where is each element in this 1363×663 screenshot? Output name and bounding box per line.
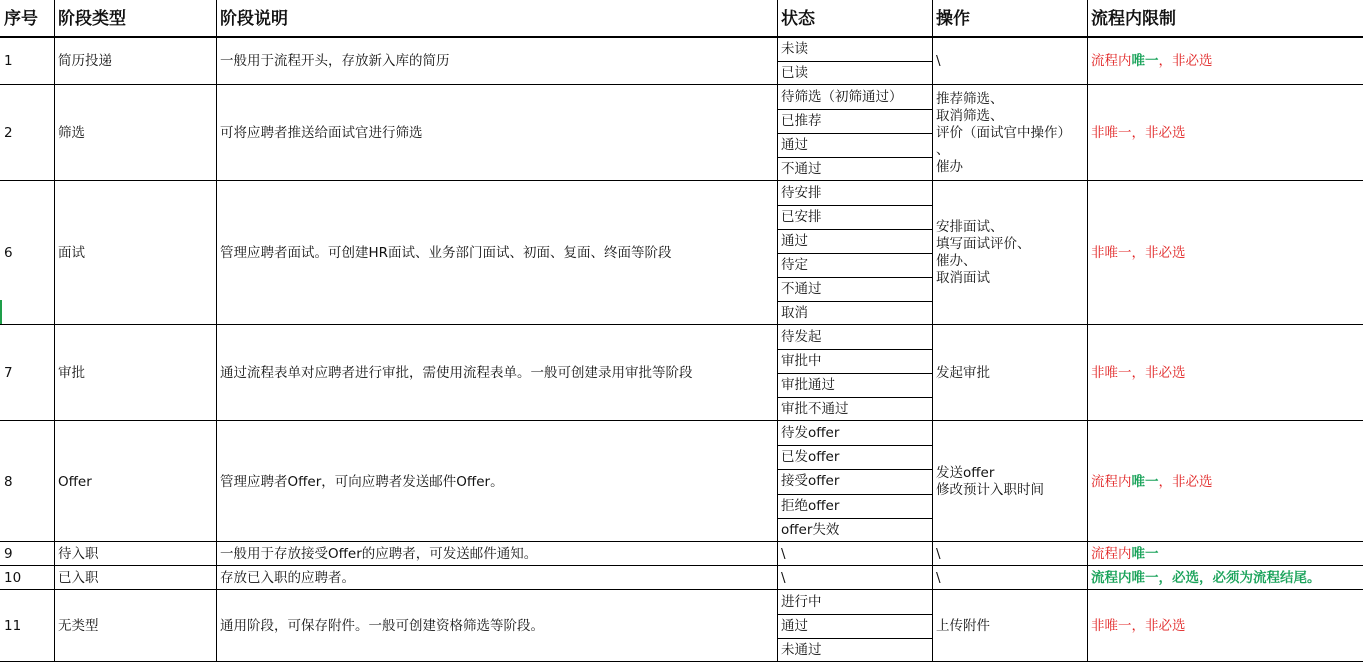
grid-line xyxy=(777,301,932,302)
limit-text: 非唯一，非必选 xyxy=(1091,365,1186,381)
status-cell: 已发offer xyxy=(781,449,840,466)
row-type-cell: 面试 xyxy=(58,245,85,261)
status-cell: 拒绝offer xyxy=(781,497,840,514)
row-action-cell xyxy=(932,325,1087,421)
header-status: 状态 xyxy=(781,8,815,29)
header-action: 操作 xyxy=(936,8,970,29)
row-seq-cell: 11 xyxy=(4,618,22,634)
status-cell: 接受offer xyxy=(781,473,840,490)
grid-line xyxy=(777,205,932,206)
row-action-cell xyxy=(932,566,1087,590)
row-action-cell xyxy=(932,85,1087,181)
status-cell: 不通过 xyxy=(781,161,822,177)
grid-line xyxy=(777,157,932,158)
action-line: 安排面试、 xyxy=(936,219,1004,235)
row-action-cell xyxy=(932,542,1087,566)
grid-line xyxy=(0,661,1363,662)
row-limit-cell xyxy=(1087,590,1363,662)
status-cell: 未读 xyxy=(781,41,808,57)
row-type-cell: 筛选 xyxy=(58,125,85,141)
status-cell: 通过 xyxy=(781,137,808,153)
row-type-cell: 已入职 xyxy=(58,570,99,586)
status-cell: 已安排 xyxy=(781,209,822,225)
status-cell: 通过 xyxy=(781,618,808,634)
limit-text: ，非必选 xyxy=(1158,473,1213,490)
action-line: 填写面试评价、 xyxy=(936,236,1031,252)
action-line: 、 xyxy=(936,141,950,158)
row-desc-cell: 一般用于流程开头，存放新入库的简历 xyxy=(220,53,450,69)
action-line: 发送offer xyxy=(936,464,995,481)
status-cell: 已推荐 xyxy=(781,113,822,129)
grid-line xyxy=(777,518,932,519)
status-cell: 待安排 xyxy=(781,185,822,201)
action-line: 上传附件 xyxy=(936,617,990,634)
row-limit-cell xyxy=(1087,85,1363,181)
limit-text: 唯一 xyxy=(1131,473,1159,490)
grid-line xyxy=(777,229,932,230)
row-action-cell xyxy=(932,421,1087,542)
grid-line xyxy=(777,253,932,254)
action-line: 催办、 xyxy=(936,253,977,269)
row-desc-cell: 存放已入职的应聘者。 xyxy=(220,570,355,586)
status-cell: 进行中 xyxy=(781,594,822,610)
row-type-cell: 审批 xyxy=(58,365,85,381)
status-cell: 已读 xyxy=(781,65,808,81)
status-cell: \ xyxy=(781,570,786,586)
action-line: 催办 xyxy=(936,158,963,175)
limit-text: 唯一 xyxy=(1131,546,1159,562)
row-action-cell xyxy=(932,181,1087,325)
row-seq-cell: 10 xyxy=(4,570,22,586)
status-cell: 待发起 xyxy=(781,329,822,345)
row-type-cell: 简历投递 xyxy=(58,53,112,69)
header-limit: 流程内限制 xyxy=(1091,8,1176,29)
status-cell: 取消 xyxy=(781,305,808,321)
row-desc-cell: 通用阶段，可保存附件。一般可创建资格筛选等阶段。 xyxy=(220,618,544,634)
row-seq-cell: 8 xyxy=(4,473,13,490)
row-limit-cell xyxy=(1087,566,1363,590)
action-line: 修改预计入职时间 xyxy=(936,481,1044,498)
action-line: \ xyxy=(936,52,941,69)
limit-text: 非唯一，非必选 xyxy=(1091,125,1186,141)
limit-text: 流程内 xyxy=(1091,473,1132,490)
grid-line xyxy=(1087,0,1088,662)
row-seq-cell: 2 xyxy=(4,125,13,141)
action-line: 取消面试 xyxy=(936,270,990,286)
row-action-cell xyxy=(932,37,1087,85)
row-limit-cell xyxy=(1087,325,1363,421)
status-cell: 待筛选（初筛通过） xyxy=(781,89,903,105)
limit-text: 非唯一，非必选 xyxy=(1091,618,1186,634)
row-seq-cell: 6 xyxy=(4,245,13,261)
row-limit-cell xyxy=(1087,181,1363,325)
grid-line xyxy=(777,638,932,639)
status-cell: 未通过 xyxy=(781,642,822,658)
row-seq-cell: 7 xyxy=(4,365,13,381)
row-limit-cell xyxy=(1087,421,1363,542)
grid-line xyxy=(777,469,932,470)
grid-line xyxy=(777,61,932,62)
action-line: 取消筛选、 xyxy=(936,107,1004,124)
row-seq-cell: 1 xyxy=(4,53,13,69)
grid-line xyxy=(777,277,932,278)
row-type-cell: Offer xyxy=(58,473,92,490)
action-line: 发起审批 xyxy=(936,364,990,381)
limit-text: 唯一 xyxy=(1131,53,1159,69)
grid-line xyxy=(777,109,932,110)
row-desc-cell: 管理应聘者面试。可创建HR面试、业务部门面试、初面、复面、终面等阶段 xyxy=(220,245,672,261)
grid-line xyxy=(54,0,55,662)
grid-line xyxy=(777,494,932,495)
row-limit-cell xyxy=(1087,542,1363,566)
grid-line xyxy=(777,397,932,398)
grid-line xyxy=(216,0,217,662)
status-cell: 待发offer xyxy=(781,425,840,442)
limit-text: 流程内 xyxy=(1091,546,1132,562)
grid-line xyxy=(777,445,932,446)
status-cell: 通过 xyxy=(781,233,808,249)
grid-line xyxy=(932,0,933,662)
grid-line xyxy=(777,614,932,615)
action-line: \ xyxy=(936,545,941,562)
status-cell: 审批不通过 xyxy=(781,401,849,417)
header-desc: 阶段说明 xyxy=(220,8,288,29)
grid-line xyxy=(777,349,932,350)
row-action-cell xyxy=(932,590,1087,662)
header-seq: 序号 xyxy=(4,8,38,29)
row-type-cell: 无类型 xyxy=(58,618,99,634)
row-limit-cell xyxy=(1087,37,1363,85)
row-type-cell: 待入职 xyxy=(58,546,99,562)
status-cell: 审批中 xyxy=(781,353,822,369)
status-cell: offer失效 xyxy=(781,521,840,538)
row-seq-cell: 9 xyxy=(4,546,13,562)
status-cell: \ xyxy=(781,546,786,562)
action-line: 推荐筛选、 xyxy=(936,90,1004,107)
grid-line xyxy=(777,373,932,374)
grid-line xyxy=(777,133,932,134)
status-cell: 待定 xyxy=(781,257,808,273)
grid-line xyxy=(777,0,778,662)
action-line: \ xyxy=(936,569,941,586)
header-type: 阶段类型 xyxy=(58,8,126,29)
status-cell: 审批通过 xyxy=(781,377,835,393)
limit-text: 非唯一，非必选 xyxy=(1091,245,1186,261)
row-desc-cell: 一般用于存放接受Offer的应聘者，可发送邮件通知。 xyxy=(220,546,538,562)
limit-text: ，非必选 xyxy=(1158,53,1213,69)
limit-text: 流程内唯一，必选，必须为流程结尾。 xyxy=(1091,570,1321,586)
status-cell: 不通过 xyxy=(781,281,822,297)
limit-text: 流程内 xyxy=(1091,53,1132,69)
row-desc-cell: 可将应聘者推送给面试官进行筛选 xyxy=(220,125,423,141)
row-desc-cell: 管理应聘者Offer，可向应聘者发送邮件Offer。 xyxy=(220,473,504,490)
row-desc-cell: 通过流程表单对应聘者进行审批，需使用流程表单。一般可创建录用审批等阶段 xyxy=(220,365,693,381)
action-line: 评价（面试官中操作） xyxy=(936,124,1071,141)
